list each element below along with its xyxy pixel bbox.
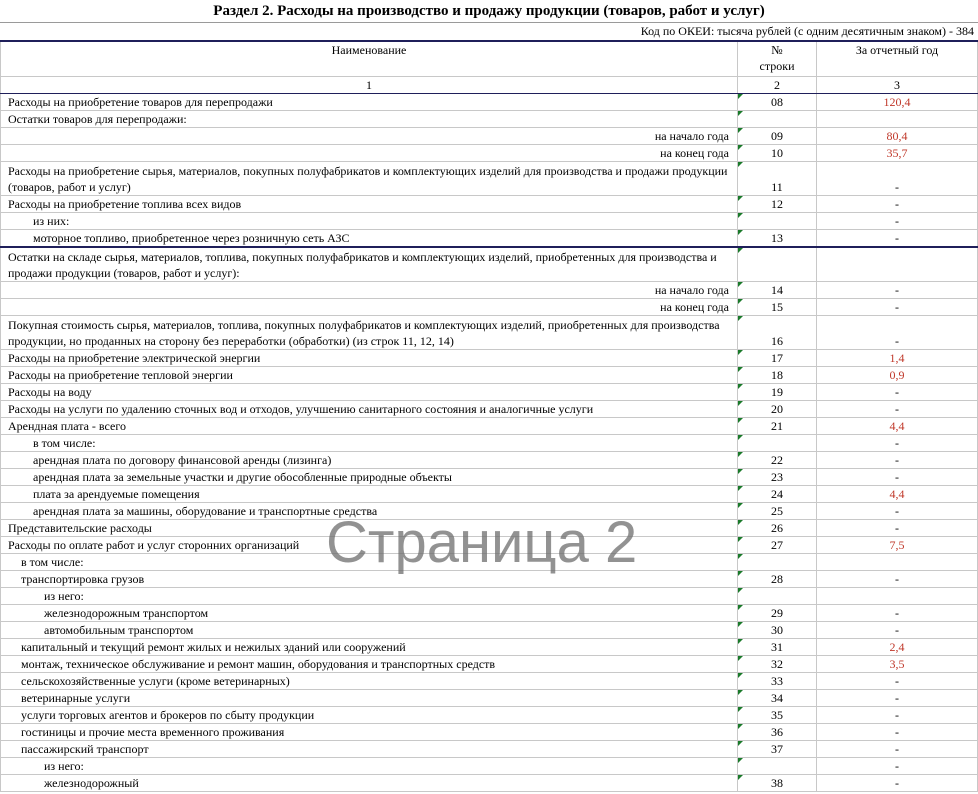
table-row: [1, 724, 978, 741]
column-number-1: 1: [1, 77, 738, 94]
row-value[interactable]: -: [817, 435, 978, 452]
table-row: [1, 537, 978, 554]
row-value[interactable]: -: [817, 384, 978, 401]
row-text: на конец года: [1, 299, 738, 316]
row-text: монтаж, техническое обслуживание и ремонт машин, оборудования и транспортных средств: [1, 656, 738, 673]
table-row: [1, 452, 978, 469]
row-code[interactable]: 15: [738, 299, 817, 316]
table-row: [1, 230, 978, 248]
row-value[interactable]: -: [817, 213, 978, 230]
row-text: на конец года: [1, 145, 738, 162]
row-code[interactable]: 18: [738, 367, 817, 384]
header-code: [738, 41, 817, 77]
column-number-row: [1, 77, 978, 94]
row-value[interactable]: -: [817, 282, 978, 299]
okei-unit-note: Код по ОКЕИ: тысяча рублей (с одним десятичным знаком) - 384: [640, 24, 974, 38]
row-code[interactable]: 08: [738, 94, 817, 111]
row-value[interactable]: -: [817, 673, 978, 690]
table-row: [1, 503, 978, 520]
table-row: [1, 435, 978, 452]
table-row: [1, 316, 978, 350]
row-value[interactable]: [817, 554, 978, 571]
row-value[interactable]: -: [817, 775, 978, 792]
table-row: [1, 758, 978, 775]
table-row: [1, 639, 978, 656]
row-code[interactable]: 30: [738, 622, 817, 639]
table-row: [1, 213, 978, 230]
row-code[interactable]: 32: [738, 656, 817, 673]
row-value[interactable]: 3,5: [817, 656, 978, 673]
row-code[interactable]: 24: [738, 486, 817, 503]
row-value[interactable]: -: [817, 690, 978, 707]
row-value[interactable]: -: [817, 230, 978, 248]
row-value[interactable]: -: [817, 571, 978, 588]
table-row: [1, 588, 978, 605]
row-code[interactable]: 23: [738, 469, 817, 486]
section-title: Раздел 2. Расходы на производство и продажу продукции (товаров, работ и услуг): [0, 0, 978, 23]
table-row: [1, 469, 978, 486]
table-row: [1, 486, 978, 503]
row-text: пассажирский транспорт: [1, 741, 738, 758]
row-text: из него:: [1, 588, 738, 605]
row-value[interactable]: -: [817, 503, 978, 520]
row-value[interactable]: 4,4: [817, 418, 978, 435]
table-row: [1, 350, 978, 367]
table-row: [1, 162, 978, 196]
table-row: [1, 690, 978, 707]
row-value[interactable]: -: [817, 520, 978, 537]
row-value[interactable]: -: [817, 469, 978, 486]
row-code[interactable]: 31: [738, 639, 817, 656]
table-row: [1, 554, 978, 571]
row-code[interactable]: 34: [738, 690, 817, 707]
row-code[interactable]: [738, 758, 817, 775]
row-code[interactable]: 21: [738, 418, 817, 435]
table-row: [1, 299, 978, 316]
table-row: [1, 622, 978, 639]
row-text: в том числе:: [1, 554, 738, 571]
row-code[interactable]: 29: [738, 605, 817, 622]
row-text: Остатки на складе сырья, материалов, топлива, покупных полуфабрикатов и комплектующих изделий, приобретенных для производства и продажи продукции (товаров, работ и услуг):: [1, 247, 738, 282]
table-row: [1, 775, 978, 792]
row-code[interactable]: 11: [738, 162, 817, 196]
row-text: автомобильным транспортом: [1, 622, 738, 639]
header-row: [1, 41, 978, 77]
row-code[interactable]: 37: [738, 741, 817, 758]
row-value[interactable]: 0,9: [817, 367, 978, 384]
row-value[interactable]: 4,4: [817, 486, 978, 503]
table-row: [1, 196, 978, 213]
row-value[interactable]: -: [817, 162, 978, 196]
row-text: железнодорожный: [1, 775, 738, 792]
row-value[interactable]: -: [817, 299, 978, 316]
table-row: [1, 571, 978, 588]
header-code-line1: №: [771, 43, 783, 57]
row-value[interactable]: -: [817, 196, 978, 213]
row-value[interactable]: -: [817, 401, 978, 418]
row-text: Расходы на приобретение сырья, материалов, покупных полуфабрикатов и комплектующих изделий для производства и продажи продукции (товаров, работ и услуг): [1, 162, 738, 196]
column-number-2: 2: [738, 77, 817, 94]
row-value[interactable]: 35,7: [817, 145, 978, 162]
expenses-table: [0, 40, 978, 792]
row-code[interactable]: 10: [738, 145, 817, 162]
row-code[interactable]: [738, 554, 817, 571]
row-value[interactable]: 7,5: [817, 537, 978, 554]
row-code[interactable]: 38: [738, 775, 817, 792]
row-text: Представительские расходы: [1, 520, 738, 537]
row-code[interactable]: 26: [738, 520, 817, 537]
row-value[interactable]: -: [817, 316, 978, 350]
row-code[interactable]: 17: [738, 350, 817, 367]
table-row: [1, 128, 978, 145]
table-row: [1, 384, 978, 401]
row-value[interactable]: -: [817, 724, 978, 741]
table-row: [1, 707, 978, 724]
row-text: услуги торговых агентов и брокеров по сбыту продукции: [1, 707, 738, 724]
row-value[interactable]: -: [817, 622, 978, 639]
row-code[interactable]: 09: [738, 128, 817, 145]
row-value[interactable]: -: [817, 741, 978, 758]
row-value[interactable]: 1,4: [817, 350, 978, 367]
row-text: арендная плата за земельные участки и другие обособленные природные объекты: [1, 469, 738, 486]
row-text: Расходы на приобретение товаров для перепродажи: [1, 94, 738, 111]
header-name: Наименование: [1, 41, 738, 77]
row-code[interactable]: 20: [738, 401, 817, 418]
row-text: на начало года: [1, 128, 738, 145]
row-value[interactable]: -: [817, 452, 978, 469]
table-row: [1, 247, 978, 282]
row-text: Расходы на приобретение электрической энергии: [1, 350, 738, 367]
header-code-line2: строки: [759, 59, 795, 73]
row-code[interactable]: 36: [738, 724, 817, 741]
row-code[interactable]: 28: [738, 571, 817, 588]
row-value[interactable]: -: [817, 707, 978, 724]
row-code[interactable]: 19: [738, 384, 817, 401]
row-text: из него:: [1, 758, 738, 775]
table-row: [1, 94, 978, 111]
row-code[interactable]: 22: [738, 452, 817, 469]
row-text: железнодорожным транспортом: [1, 605, 738, 622]
row-code[interactable]: [738, 435, 817, 452]
row-code[interactable]: [738, 213, 817, 230]
row-code[interactable]: [738, 111, 817, 128]
row-value[interactable]: [817, 111, 978, 128]
table-row: [1, 656, 978, 673]
row-code[interactable]: 12: [738, 196, 817, 213]
row-text: из них:: [1, 213, 738, 230]
row-text: плата за арендуемые помещения: [1, 486, 738, 503]
row-code[interactable]: [738, 588, 817, 605]
row-value[interactable]: -: [817, 758, 978, 775]
table-row: [1, 282, 978, 299]
column-number-3: 3: [817, 77, 978, 94]
table-row: [1, 673, 978, 690]
row-value[interactable]: 80,4: [817, 128, 978, 145]
row-text: Расходы по оплате работ и услуг сторонних организаций: [1, 537, 738, 554]
row-code[interactable]: 27: [738, 537, 817, 554]
row-code[interactable]: 25: [738, 503, 817, 520]
row-text: Расходы на услуги по удалению сточных вод и отходов, улучшению санитарного состояния и аналогичные услуги: [1, 401, 738, 418]
row-text: сельскохозяйственные услуги (кроме ветеринарных): [1, 673, 738, 690]
table-row: [1, 367, 978, 384]
row-text: ветеринарные услуги: [1, 690, 738, 707]
table-row: [1, 145, 978, 162]
row-value[interactable]: [817, 247, 978, 282]
row-text: капитальный и текущий ремонт жилых и нежилых зданий или сооружений: [1, 639, 738, 656]
page-watermark: Страница 2: [326, 510, 638, 575]
table-row: [1, 401, 978, 418]
table-row: [1, 605, 978, 622]
row-value[interactable]: 120,4: [817, 94, 978, 111]
row-code[interactable]: 33: [738, 673, 817, 690]
row-text: Покупная стоимость сырья, материалов, топлива, покупных полуфабрикатов и комплектующих изделий, приобретенных для производства продукции, но проданных на сторону без переработки (обработки) (из строк 11, 12, 14): [1, 316, 738, 350]
table-row: [1, 111, 978, 128]
table-row: [1, 741, 978, 758]
row-code[interactable]: 13: [738, 230, 817, 248]
row-text: Расходы на воду: [1, 384, 738, 401]
row-code[interactable]: 16: [738, 316, 817, 350]
row-text: Расходы на приобретение топлива всех видов: [1, 196, 738, 213]
row-text: Арендная плата - всего: [1, 418, 738, 435]
table-row: [1, 520, 978, 537]
row-text: Остатки товаров для перепродажи:: [1, 111, 738, 128]
row-text: моторное топливо, приобретенное через розничную сеть АЗС: [1, 230, 738, 248]
row-text: гостиницы и прочие места временного проживания: [1, 724, 738, 741]
row-text: в том числе:: [1, 435, 738, 452]
row-value[interactable]: -: [817, 605, 978, 622]
row-text: на начало года: [1, 282, 738, 299]
row-value[interactable]: 2,4: [817, 639, 978, 656]
row-text: арендная плата по договору финансовой аренды (лизинга): [1, 452, 738, 469]
table-row: [1, 418, 978, 435]
header-value: За отчетный год: [817, 41, 978, 77]
row-text: Расходы на приобретение тепловой энергии: [1, 367, 738, 384]
row-code[interactable]: 35: [738, 707, 817, 724]
row-text: транспортировка грузов: [1, 571, 738, 588]
row-value[interactable]: [817, 588, 978, 605]
row-code[interactable]: [738, 247, 817, 282]
row-code[interactable]: 14: [738, 282, 817, 299]
row-text: арендная плата за машины, оборудование и транспортные средства: [1, 503, 738, 520]
